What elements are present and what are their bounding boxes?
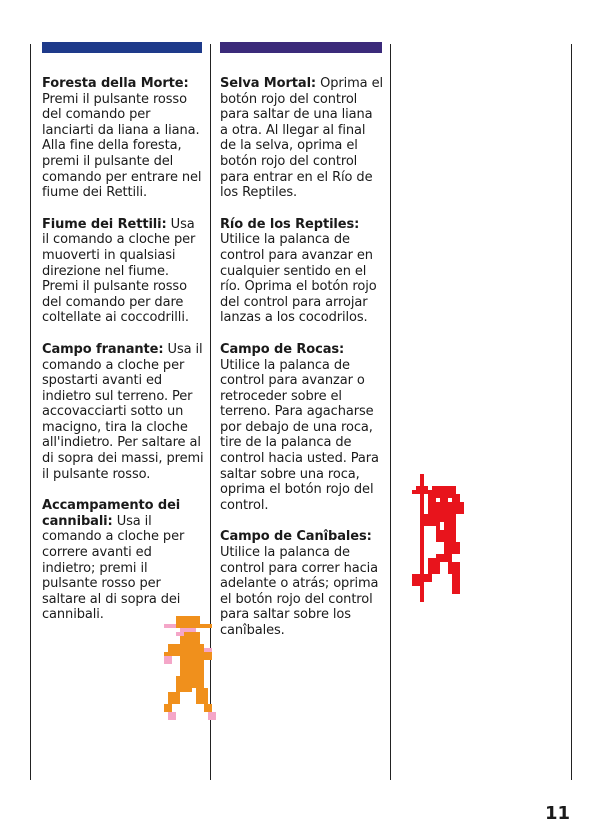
section-spanish-2 (220, 217, 383, 326)
section-body: Utilice la palanca de control para correr hacia adelante o atrás; oprima el botón rojo del control para saltar sobre los canîbales. (220, 545, 379, 638)
section-title: Fiume dei Rettili: (42, 216, 167, 232)
section-title: Campo de Canîbales: (220, 529, 372, 545)
section-body: Utilice la palanca de control para avanzar en cualquier sentido en el río. Oprima el botón rojo del control para arrojar lanzas a los cocodrilos. (220, 232, 377, 326)
explorer-sprite-icon (164, 616, 220, 728)
section-body: Utilice la palanca de control para avanzar o retroceder sobre el terreno. Para agacharse por debajo de una roca, tire de la palanca de control hacia usted. Para saltar sobre una roca, oprima el botón rojo del control. (220, 357, 379, 513)
italian-column (42, 76, 205, 639)
page-number: 11 (544, 803, 570, 824)
section-body: Usa il comando a cloche per correre avanti ed indietro; premi il pulsante rosso per saltare al di sopra dei cannibali. (42, 513, 185, 623)
section-spanish-4 (220, 529, 383, 638)
section-title: Campo franante: (42, 341, 164, 357)
cannibal-sprite-icon (412, 474, 468, 602)
section-title: Foresta della Morte: (42, 76, 189, 91)
column-rule-center (390, 44, 391, 780)
section-spanish-1 (220, 76, 383, 201)
section-spanish-3 (220, 342, 383, 514)
section-italian-1 (42, 76, 205, 201)
section-body: Premi il pulsante rosso del comando per lanciarti da liana a liana. Alla fine della foresta, premi il pulsante del comando per entrare nel fiume dei Rettili. (42, 91, 202, 201)
section-title: Accampamento dei cannibali: (42, 498, 181, 529)
section-italian-4 (42, 498, 205, 623)
section-italian-3 (42, 342, 205, 482)
section-title: Selva Mortal: (220, 76, 317, 91)
spanish-column (220, 76, 383, 655)
section-body: Usa il comando a cloche per muoverti in qualsiasi direzione nel fiume. Premi il pulsante rosso del comando per dare coltellate ai coccodrilli. (42, 216, 196, 326)
section-title: Campo de Rocas: (220, 341, 345, 357)
section-body: Oprima el botón rojo del control para saltar de una liana a otra. Al llegar al final de la selva, oprima el botón rojo del control para entrar en el Río de los Reptiles. (220, 76, 383, 201)
section-italian-2 (42, 217, 205, 326)
section-body: Usa il comando a cloche per spostarti avanti ed indietro sul terreno. Per accovacciarti sotto un macigno, tira la cloche all'indietro. Per saltare al di sopra dei massi, premi il pulsante rosso. (42, 341, 204, 482)
column-rule-right (571, 44, 572, 780)
header-bar-spanish (220, 42, 382, 53)
section-title: Río de los Reptiles: (220, 216, 360, 232)
column-rule-left (30, 44, 31, 780)
header-bar-italian (42, 42, 202, 53)
